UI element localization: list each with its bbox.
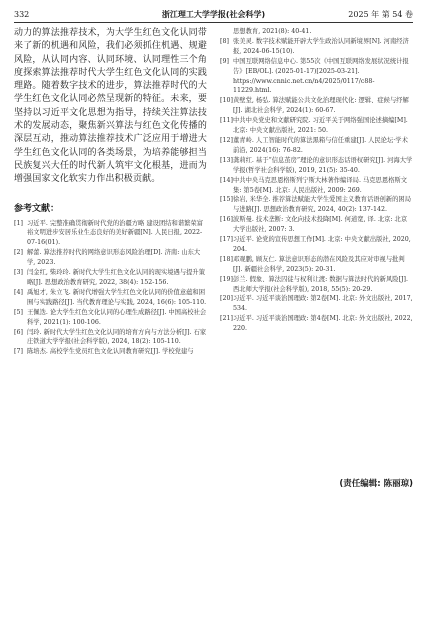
reference-item xyxy=(14,347,207,357)
reference-item xyxy=(220,136,413,156)
reference-number: [14] xyxy=(220,176,233,184)
reference-item xyxy=(14,308,207,328)
reference-number: [8] xyxy=(220,37,229,45)
reference-item xyxy=(220,275,413,295)
reference-number: [5] xyxy=(14,308,23,316)
reference-text: 习近平. 习近平谈治国理政: 第2卷[M]. 北京: 外文出版社, 2017, 534. xyxy=(233,295,413,313)
reference-text: 闫金红, 柴玲玲. 新时代大学生红色文化认同的现实境遇与提升策略[J]. 思想政治教育研究, 2022, 38(4): 152-156. xyxy=(27,269,206,286)
reference-item xyxy=(220,235,413,255)
reference-item xyxy=(220,96,413,116)
reference-text: 王佩迭. 论大学生红色文化认同的心理生成路径[J]. 中国高校社会科学, 2021(1): 100-106. xyxy=(27,308,207,326)
reference-number: [13] xyxy=(220,156,233,164)
left-column xyxy=(14,27,207,357)
reference-number: [18] xyxy=(220,255,233,263)
reference-number: [4] xyxy=(14,288,23,296)
reference-text: 解蕾. 算法推荐时代的网络意识形态风险治理[D]. 济南: 山东大学, 2023. xyxy=(27,249,201,267)
reference-item xyxy=(220,294,413,314)
reference-text: 中共中央党史和文献研究院. 习近平关于网络强国论述摘编[M]. 北京: 中央文献出版社, 2021: 50. xyxy=(233,117,408,135)
body-paragraph: 动力的算法推荐技术，为大学生红色文化认同带来了新的机遇和风险，我们必须抓住机遇、规避风险，从认同内容、认同环境、认同理性三个角度探索算法推荐时代大学生红色文化认同的实践理路。随着数字技术的进步，算法推荐时代的大学生红色文化认同必然呈现新的特征。未来，要坚持以习近平文化思想为指导，持续关注算法技术的发展动态，聚焦新兴算法与红色文化传播的深层互动，推动算法推荐技术广泛应用于增进大学生红色文化认同的各类场景，为培养能够担当民族复兴大任的时代新人筑牢文化根基，进而为增强国家文化软实力作出积极贡献。 xyxy=(14,28,207,185)
reference-item xyxy=(220,37,413,57)
reference-item xyxy=(220,27,413,37)
reference-number: [11] xyxy=(220,117,233,125)
reference-item xyxy=(14,219,207,249)
reference-text: 彭兰. 假象、算法囚徒与权利让渡: 数据与算法时代的新风险[J]. 西北师大学报(社会科学版), 2018, 55(5): 20-29. xyxy=(233,275,408,293)
reference-item xyxy=(220,314,413,334)
editor-credit: (责任编辑: 陈丽琼) xyxy=(339,479,413,489)
reference-number: [3] xyxy=(14,269,23,277)
reference-text: 陈培杰. 高校学生党员红色文化认同教育研究[J]. 学校党建与 xyxy=(27,348,194,356)
reference-item xyxy=(220,215,413,235)
reference-item xyxy=(220,195,413,215)
reference-text: 波斯曼. 技术垄断: 文化向技术投降[M]. 何道宽, 译. 北京: 北京大学出版社, 2007: 3. xyxy=(233,216,408,234)
reference-number: [19] xyxy=(220,275,233,283)
reference-item xyxy=(14,288,207,308)
reference-text: 张美灵. 数字技术赋能开辟大学生政治认同新境界[N]. 河南经济报, 2024-06-15(10). xyxy=(233,37,409,55)
reference-text: 闫玲. 新时代大学生红色文化认同的培育方向与方法分析[J]. 石家庄铁道大学学报(社会科学版), 2024, 18(2): 105-110. xyxy=(27,328,207,346)
reference-text: 邓观鹏, 顾友仁. 算法意识形态的潜在风险及其应对审视与批判[J]. 新疆社会科学, 2023(5): 20-31. xyxy=(233,255,405,273)
reference-number: [1] xyxy=(14,219,23,227)
page-number: 332 xyxy=(14,10,30,19)
reference-text: 禹旭才, 朱立飞. 新时代增强大学生红色文化认同的价值意蕴和困囿与实践路径[J]. 当代教育理论与实践, 2024, 16(6): 105-110. xyxy=(27,288,207,306)
reference-number: [7] xyxy=(14,348,23,356)
reference-item xyxy=(14,328,207,348)
reference-text: 习近平. 习近平谈治国理政: 第4卷[M]. 北京: 外文出版社, 2022, 220. xyxy=(233,315,413,333)
journal-title: 浙江理工大学学报(社会科学) xyxy=(161,10,266,19)
reference-text: 黄壁堂, 杨弘. 算法赋能公共文化治理现代化: 逻辑、症候与纾解[J]. 湖北社会科学, 2024(1): 60-67. xyxy=(233,97,409,115)
references-title: 参考文献： xyxy=(14,203,60,214)
reference-number: [6] xyxy=(14,328,23,336)
reference-text: 中共中央马克思恩格斯列宁斯大林著作编译局. 马克思恩格斯文集: 第5卷[M]. 北京: 人民出版社, 2009: 269. xyxy=(233,176,408,194)
reference-number: [15] xyxy=(220,196,233,204)
reference-item xyxy=(220,57,413,97)
reference-number: [10] xyxy=(220,97,233,105)
reference-item xyxy=(14,268,207,288)
reference-number: [2] xyxy=(14,249,23,257)
reference-list-right xyxy=(220,27,413,334)
reference-number: [17] xyxy=(220,236,233,244)
reference-text: 董青岭. 人工智能时代的算法黑箱与信任重建[J]. 人民论坛·学术前沿, 2024(16): 76-82. xyxy=(233,136,408,154)
reference-number xyxy=(220,27,233,37)
volume-info: 2025 年 第 54 卷 xyxy=(348,10,413,19)
right-column xyxy=(220,27,413,334)
reference-number: [20] xyxy=(220,295,233,303)
reference-item xyxy=(220,156,413,176)
reference-text: 习近平. 完整准确贯彻新时代党的治疆方略 建设团结和谐繁荣富裕文明进步安居乐业生态良好的美好新疆[N]. 人民日报, 2022-07-16(01). xyxy=(27,219,204,247)
reference-text: 中国互联网络信息中心. 第55次《中国互联网络发展状况统计报告》[EB/OL]. (2025-01-17)[2025-03-21]. https://www.cnnic.net.cn/n4/2025/0117/c88-11229.html. xyxy=(233,57,409,95)
reference-text: 徐岩, 米华全. 推荐算法赋能大学生爱国主义教育话语创新的困局与进路[J]. 思想政治教育研究, 2024, 40(2): 137-142. xyxy=(233,196,412,214)
reference-text: 思想教育, 2021(8): 40-41. xyxy=(233,28,312,35)
reference-number: [21] xyxy=(220,315,233,323)
reference-text: 龚莉红. 基于“信息茧房”理论的意识形态话语权研究[J]. 河海大学学报(哲学社会科学版), 2019, 21(5): 35-40. xyxy=(233,156,413,174)
reference-list-left xyxy=(14,219,207,358)
reference-item xyxy=(220,176,413,196)
reference-item xyxy=(220,116,413,136)
reference-number: [16] xyxy=(220,216,233,224)
page-header xyxy=(14,8,413,22)
reference-item xyxy=(220,255,413,275)
reference-number: [9] xyxy=(220,57,229,65)
reference-item xyxy=(14,248,207,268)
reference-text: 习近平. 论党的宣传思想工作[M]. 北京: 中央文献出版社, 2020, 204. xyxy=(233,236,411,253)
header-rule xyxy=(14,22,413,23)
reference-number: [12] xyxy=(220,136,233,144)
